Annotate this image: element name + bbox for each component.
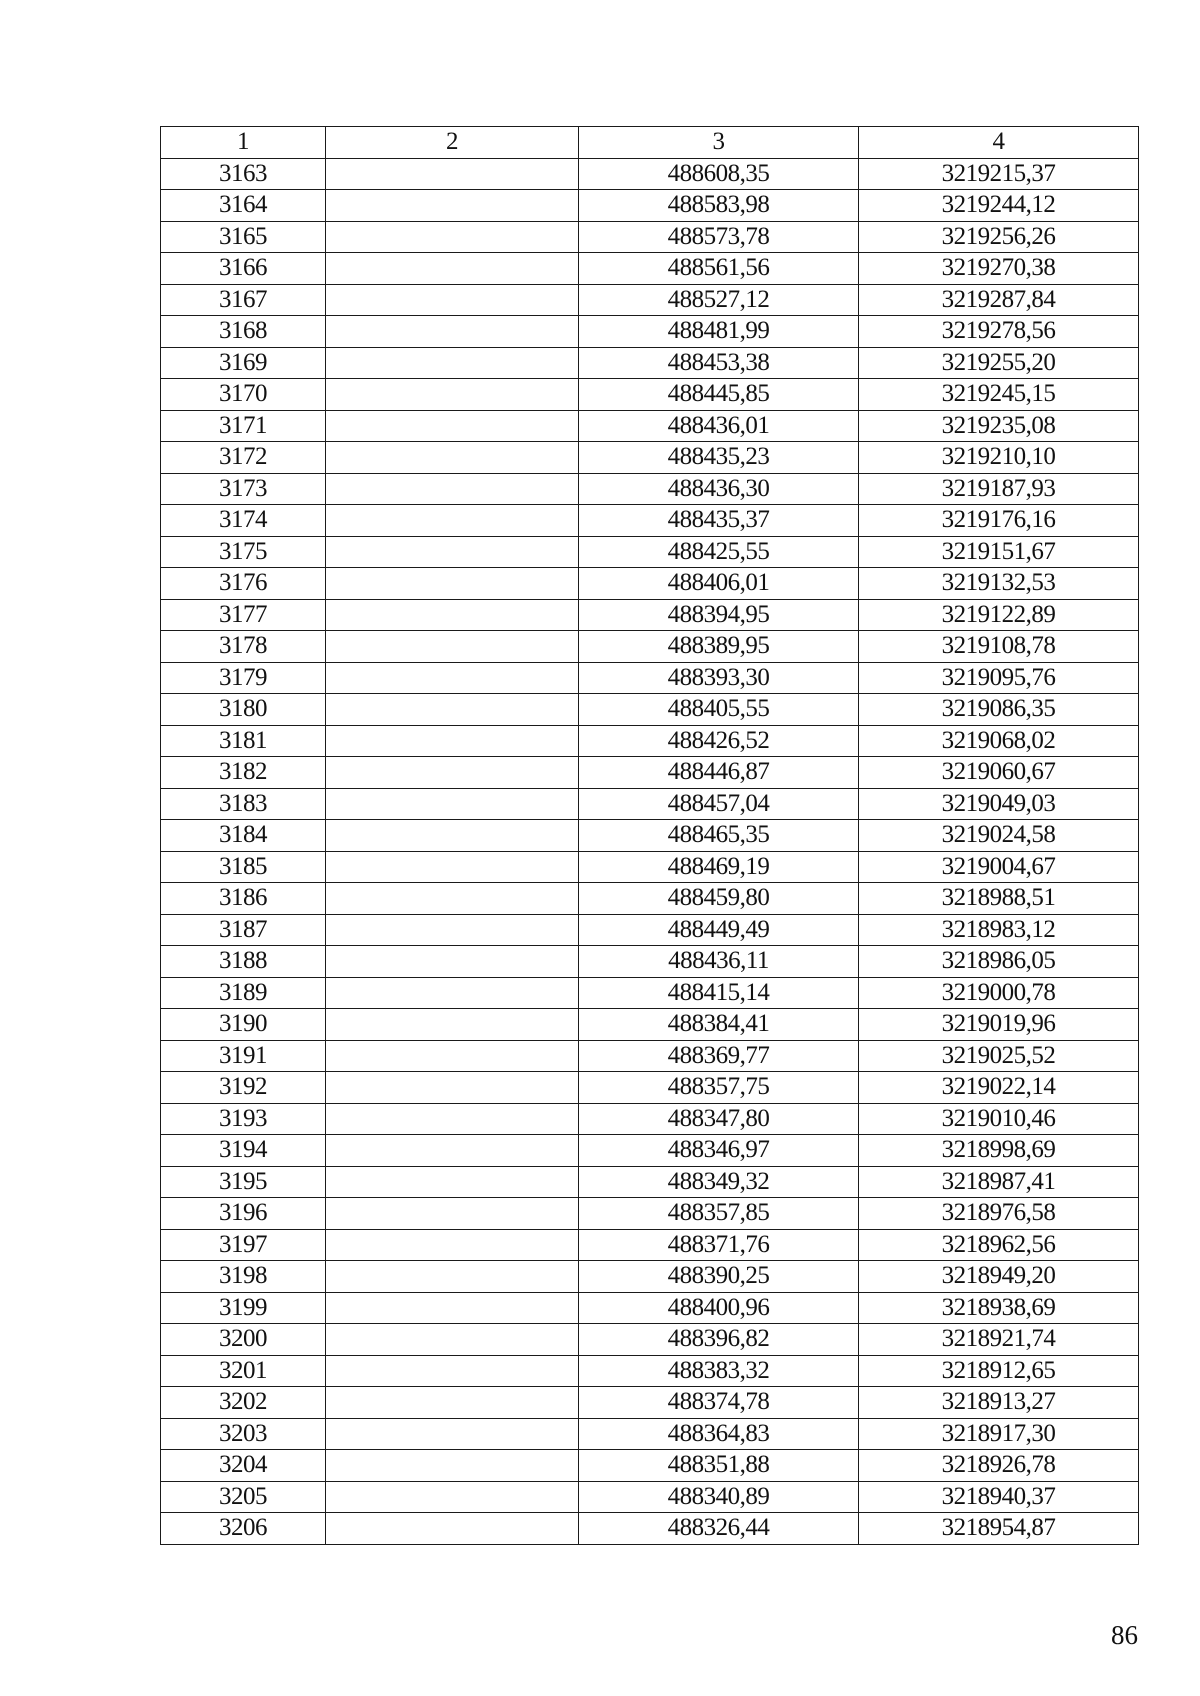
y-coordinate-cell: 3219210,10	[859, 442, 1139, 474]
point-number-cell: 3192	[161, 1072, 326, 1104]
x-coordinate-cell: 488435,23	[579, 442, 859, 474]
y-coordinate-cell: 3219176,16	[859, 505, 1139, 537]
table-row	[161, 1481, 1139, 1513]
x-coordinate-cell: 488347,80	[579, 1103, 859, 1135]
y-coordinate-cell: 3218926,78	[859, 1450, 1139, 1482]
y-coordinate-cell: 3219287,84	[859, 284, 1139, 316]
point-number-cell: 3182	[161, 757, 326, 789]
y-coordinate-cell: 3219000,78	[859, 977, 1139, 1009]
y-coordinate-cell: 3219278,56	[859, 316, 1139, 348]
x-coordinate-cell: 488436,11	[579, 946, 859, 978]
point-number-cell: 3202	[161, 1387, 326, 1419]
empty-cell	[326, 725, 579, 757]
point-number-cell: 3171	[161, 410, 326, 442]
point-number-cell: 3175	[161, 536, 326, 568]
y-coordinate-cell: 3218913,27	[859, 1387, 1139, 1419]
table-row	[161, 253, 1139, 285]
table-row	[161, 1513, 1139, 1545]
point-number-cell: 3196	[161, 1198, 326, 1230]
x-coordinate-cell: 488390,25	[579, 1261, 859, 1293]
coordinates-table	[160, 126, 1139, 1545]
x-coordinate-cell: 488446,87	[579, 757, 859, 789]
x-coordinate-cell: 488469,19	[579, 851, 859, 883]
table-row	[161, 221, 1139, 253]
x-coordinate-cell: 488459,80	[579, 883, 859, 915]
x-coordinate-cell: 488481,99	[579, 316, 859, 348]
table-row	[161, 946, 1139, 978]
x-coordinate-cell: 488465,35	[579, 820, 859, 852]
point-number-cell: 3174	[161, 505, 326, 537]
empty-cell	[326, 1103, 579, 1135]
point-number-cell: 3165	[161, 221, 326, 253]
table-row	[161, 158, 1139, 190]
y-coordinate-cell: 3218938,69	[859, 1292, 1139, 1324]
x-coordinate-cell: 488340,89	[579, 1481, 859, 1513]
empty-cell	[326, 788, 579, 820]
point-number-cell: 3198	[161, 1261, 326, 1293]
x-coordinate-cell: 488435,37	[579, 505, 859, 537]
y-coordinate-cell: 3218912,65	[859, 1355, 1139, 1387]
coordinates-table-container	[160, 126, 1138, 1545]
y-coordinate-cell: 3219245,15	[859, 379, 1139, 411]
x-coordinate-cell: 488394,95	[579, 599, 859, 631]
x-coordinate-cell: 488357,85	[579, 1198, 859, 1230]
y-coordinate-cell: 3218962,56	[859, 1229, 1139, 1261]
table-row	[161, 1072, 1139, 1104]
x-coordinate-cell: 488573,78	[579, 221, 859, 253]
point-number-cell: 3194	[161, 1135, 326, 1167]
point-number-cell: 3178	[161, 631, 326, 663]
x-coordinate-cell: 488445,85	[579, 379, 859, 411]
y-coordinate-cell: 3219122,89	[859, 599, 1139, 631]
point-number-cell: 3205	[161, 1481, 326, 1513]
table-row	[161, 662, 1139, 694]
empty-cell	[326, 379, 579, 411]
point-number-cell: 3201	[161, 1355, 326, 1387]
empty-cell	[326, 1387, 579, 1419]
table-row	[161, 1135, 1139, 1167]
point-number-cell: 3163	[161, 158, 326, 190]
x-coordinate-cell: 488406,01	[579, 568, 859, 600]
y-coordinate-cell: 3219187,93	[859, 473, 1139, 505]
x-coordinate-cell: 488364,83	[579, 1418, 859, 1450]
table-row	[161, 1229, 1139, 1261]
point-number-cell: 3180	[161, 694, 326, 726]
y-coordinate-cell: 3219244,12	[859, 190, 1139, 222]
table-row	[161, 1009, 1139, 1041]
table-row	[161, 473, 1139, 505]
table-row	[161, 820, 1139, 852]
y-coordinate-cell: 3219022,14	[859, 1072, 1139, 1104]
y-coordinate-cell: 3218986,05	[859, 946, 1139, 978]
table-row	[161, 757, 1139, 789]
x-coordinate-cell: 488453,38	[579, 347, 859, 379]
x-coordinate-cell: 488326,44	[579, 1513, 859, 1545]
point-number-cell: 3191	[161, 1040, 326, 1072]
empty-cell	[326, 316, 579, 348]
page-number: 86	[1111, 1620, 1138, 1650]
empty-cell	[326, 1166, 579, 1198]
point-number-cell: 3164	[161, 190, 326, 222]
column-header-1: 1	[161, 127, 326, 159]
x-coordinate-cell: 488396,82	[579, 1324, 859, 1356]
point-number-cell: 3193	[161, 1103, 326, 1135]
y-coordinate-cell: 3219256,26	[859, 221, 1139, 253]
table-row	[161, 1355, 1139, 1387]
y-coordinate-cell: 3218917,30	[859, 1418, 1139, 1450]
x-coordinate-cell: 488349,32	[579, 1166, 859, 1198]
empty-cell	[326, 1450, 579, 1482]
point-number-cell: 3167	[161, 284, 326, 316]
column-header-2: 2	[326, 127, 579, 159]
x-coordinate-cell: 488415,14	[579, 977, 859, 1009]
empty-cell	[326, 1292, 579, 1324]
point-number-cell: 3206	[161, 1513, 326, 1545]
point-number-cell: 3177	[161, 599, 326, 631]
x-coordinate-cell: 488436,01	[579, 410, 859, 442]
empty-cell	[326, 1481, 579, 1513]
empty-cell	[326, 883, 579, 915]
empty-cell	[326, 757, 579, 789]
table-row	[161, 631, 1139, 663]
y-coordinate-cell: 3219025,52	[859, 1040, 1139, 1072]
table-row	[161, 568, 1139, 600]
empty-cell	[326, 1261, 579, 1293]
x-coordinate-cell: 488389,95	[579, 631, 859, 663]
empty-cell	[326, 505, 579, 537]
x-coordinate-cell: 488383,32	[579, 1355, 859, 1387]
table-row	[161, 1040, 1139, 1072]
x-coordinate-cell: 488384,41	[579, 1009, 859, 1041]
table-row	[161, 316, 1139, 348]
point-number-cell: 3173	[161, 473, 326, 505]
empty-cell	[326, 158, 579, 190]
empty-cell	[326, 1040, 579, 1072]
point-number-cell: 3189	[161, 977, 326, 1009]
y-coordinate-cell: 3218983,12	[859, 914, 1139, 946]
empty-cell	[326, 820, 579, 852]
point-number-cell: 3184	[161, 820, 326, 852]
y-coordinate-cell: 3219049,03	[859, 788, 1139, 820]
table-row	[161, 536, 1139, 568]
point-number-cell: 3186	[161, 883, 326, 915]
empty-cell	[326, 631, 579, 663]
empty-cell	[326, 1072, 579, 1104]
point-number-cell: 3197	[161, 1229, 326, 1261]
x-coordinate-cell: 488346,97	[579, 1135, 859, 1167]
table-row	[161, 1198, 1139, 1230]
x-coordinate-cell: 488371,76	[579, 1229, 859, 1261]
point-number-cell: 3195	[161, 1166, 326, 1198]
y-coordinate-cell: 3219010,46	[859, 1103, 1139, 1135]
table-row	[161, 1261, 1139, 1293]
x-coordinate-cell: 488369,77	[579, 1040, 859, 1072]
point-number-cell: 3200	[161, 1324, 326, 1356]
empty-cell	[326, 914, 579, 946]
column-header-4: 4	[859, 127, 1139, 159]
y-coordinate-cell: 3218987,41	[859, 1166, 1139, 1198]
y-coordinate-cell: 3218954,87	[859, 1513, 1139, 1545]
table-row	[161, 1166, 1139, 1198]
empty-cell	[326, 284, 579, 316]
table-row	[161, 379, 1139, 411]
table-row	[161, 1450, 1139, 1482]
table-row	[161, 977, 1139, 1009]
y-coordinate-cell: 3218921,74	[859, 1324, 1139, 1356]
table-row	[161, 694, 1139, 726]
table-row	[161, 347, 1139, 379]
table-row	[161, 851, 1139, 883]
point-number-cell: 3179	[161, 662, 326, 694]
y-coordinate-cell: 3219095,76	[859, 662, 1139, 694]
empty-cell	[326, 1009, 579, 1041]
empty-cell	[326, 221, 579, 253]
table-body	[161, 127, 1139, 1545]
empty-cell	[326, 1324, 579, 1356]
table-row	[161, 599, 1139, 631]
y-coordinate-cell: 3219132,53	[859, 568, 1139, 600]
empty-cell	[326, 1229, 579, 1261]
empty-cell	[326, 347, 579, 379]
point-number-cell: 3203	[161, 1418, 326, 1450]
x-coordinate-cell: 488457,04	[579, 788, 859, 820]
table-row	[161, 883, 1139, 915]
x-coordinate-cell: 488374,78	[579, 1387, 859, 1419]
y-coordinate-cell: 3219019,96	[859, 1009, 1139, 1041]
table-row	[161, 1324, 1139, 1356]
x-coordinate-cell: 488393,30	[579, 662, 859, 694]
y-coordinate-cell: 3218976,58	[859, 1198, 1139, 1230]
x-coordinate-cell: 488449,49	[579, 914, 859, 946]
point-number-cell: 3169	[161, 347, 326, 379]
x-coordinate-cell: 488400,96	[579, 1292, 859, 1324]
empty-cell	[326, 599, 579, 631]
empty-cell	[326, 1418, 579, 1450]
empty-cell	[326, 1198, 579, 1230]
table-row	[161, 1103, 1139, 1135]
y-coordinate-cell: 3218940,37	[859, 1481, 1139, 1513]
x-coordinate-cell: 488561,56	[579, 253, 859, 285]
point-number-cell: 3190	[161, 1009, 326, 1041]
point-number-cell: 3204	[161, 1450, 326, 1482]
table-row	[161, 1387, 1139, 1419]
table-row	[161, 284, 1139, 316]
y-coordinate-cell: 3219060,67	[859, 757, 1139, 789]
column-header-3: 3	[579, 127, 859, 159]
point-number-cell: 3172	[161, 442, 326, 474]
x-coordinate-cell: 488436,30	[579, 473, 859, 505]
table-row	[161, 1418, 1139, 1450]
point-number-cell: 3166	[161, 253, 326, 285]
y-coordinate-cell: 3219151,67	[859, 536, 1139, 568]
x-coordinate-cell: 488608,35	[579, 158, 859, 190]
table-row	[161, 410, 1139, 442]
empty-cell	[326, 568, 579, 600]
point-number-cell: 3176	[161, 568, 326, 600]
empty-cell	[326, 253, 579, 285]
y-coordinate-cell: 3219235,08	[859, 410, 1139, 442]
y-coordinate-cell: 3218998,69	[859, 1135, 1139, 1167]
x-coordinate-cell: 488351,88	[579, 1450, 859, 1482]
table-row	[161, 505, 1139, 537]
y-coordinate-cell: 3219270,38	[859, 253, 1139, 285]
table-row	[161, 725, 1139, 757]
x-coordinate-cell: 488527,12	[579, 284, 859, 316]
y-coordinate-cell: 3219255,20	[859, 347, 1139, 379]
point-number-cell: 3168	[161, 316, 326, 348]
empty-cell	[326, 662, 579, 694]
point-number-cell: 3188	[161, 946, 326, 978]
y-coordinate-cell: 3218988,51	[859, 883, 1139, 915]
empty-cell	[326, 1513, 579, 1545]
x-coordinate-cell: 488583,98	[579, 190, 859, 222]
point-number-cell: 3183	[161, 788, 326, 820]
x-coordinate-cell: 488357,75	[579, 1072, 859, 1104]
empty-cell	[326, 410, 579, 442]
table-row	[161, 788, 1139, 820]
y-coordinate-cell: 3219215,37	[859, 158, 1139, 190]
empty-cell	[326, 1355, 579, 1387]
empty-cell	[326, 190, 579, 222]
y-coordinate-cell: 3219004,67	[859, 851, 1139, 883]
empty-cell	[326, 473, 579, 505]
y-coordinate-cell: 3219086,35	[859, 694, 1139, 726]
table-row	[161, 442, 1139, 474]
x-coordinate-cell: 488426,52	[579, 725, 859, 757]
empty-cell	[326, 442, 579, 474]
y-coordinate-cell: 3219108,78	[859, 631, 1139, 663]
empty-cell	[326, 977, 579, 1009]
empty-cell	[326, 1135, 579, 1167]
point-number-cell: 3199	[161, 1292, 326, 1324]
table-row	[161, 914, 1139, 946]
point-number-cell: 3185	[161, 851, 326, 883]
x-coordinate-cell: 488405,55	[579, 694, 859, 726]
y-coordinate-cell: 3218949,20	[859, 1261, 1139, 1293]
point-number-cell: 3181	[161, 725, 326, 757]
empty-cell	[326, 694, 579, 726]
y-coordinate-cell: 3219024,58	[859, 820, 1139, 852]
table-header-row	[161, 127, 1139, 159]
empty-cell	[326, 946, 579, 978]
point-number-cell: 3187	[161, 914, 326, 946]
empty-cell	[326, 851, 579, 883]
x-coordinate-cell: 488425,55	[579, 536, 859, 568]
y-coordinate-cell: 3219068,02	[859, 725, 1139, 757]
point-number-cell: 3170	[161, 379, 326, 411]
table-row	[161, 190, 1139, 222]
empty-cell	[326, 536, 579, 568]
table-row	[161, 1292, 1139, 1324]
